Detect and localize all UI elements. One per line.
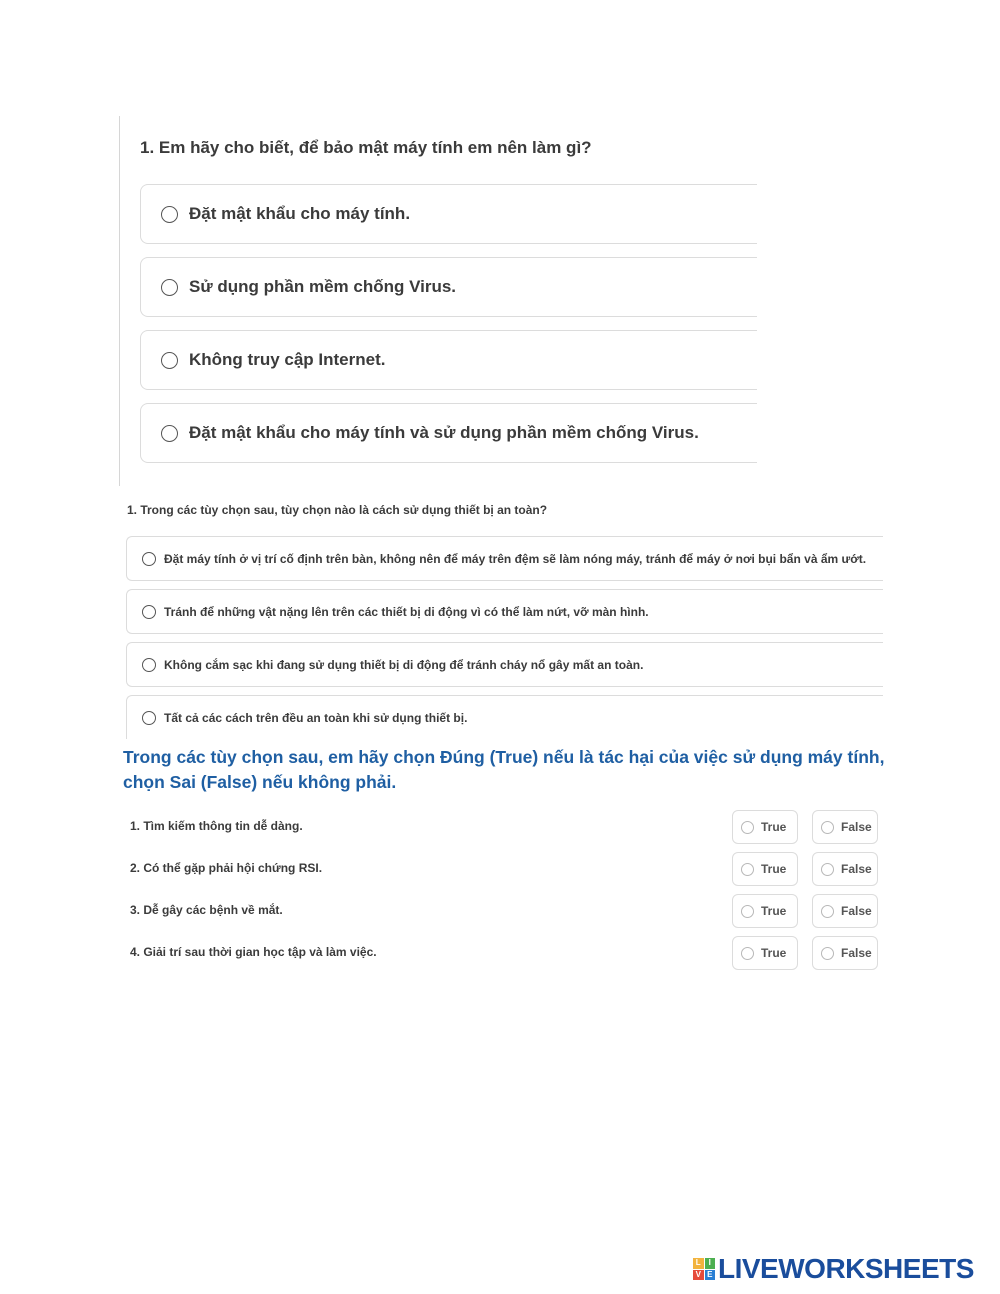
- false-button[interactable]: [812, 936, 878, 970]
- liveworksheets-logo: [693, 1254, 974, 1284]
- section1-option-1[interactable]: [140, 184, 780, 244]
- true-label: True: [761, 946, 787, 960]
- section1-option-4[interactable]: [140, 403, 780, 463]
- section2-question: 1. Trong các tùy chọn sau, tùy chọn nào là cách sử dụng thiết bị an toàn?: [127, 503, 548, 517]
- logo-mark-cell: I: [705, 1258, 716, 1269]
- section3-title: Trong các tùy chọn sau, em hãy chọn Đúng (True) nếu là tác hại của việc sử dụng máy tính, chọn Sai (False) nếu không phải.: [123, 747, 885, 792]
- radio-icon[interactable]: [161, 206, 178, 223]
- true-label: True: [761, 904, 787, 918]
- section1-divider: [119, 116, 120, 486]
- section2-option-1[interactable]: [126, 536, 896, 581]
- true-label: True: [761, 820, 787, 834]
- option-label: Sử dụng phần mềm chống Virus.: [189, 277, 457, 296]
- true-false-row: [130, 894, 890, 928]
- true-false-row: [130, 852, 890, 886]
- section2-option-3[interactable]: [126, 642, 896, 687]
- radio-icon[interactable]: [741, 905, 754, 918]
- radio-icon[interactable]: [142, 552, 156, 566]
- true-button[interactable]: [732, 852, 798, 886]
- radio-icon[interactable]: [741, 947, 754, 960]
- radio-icon[interactable]: [741, 863, 754, 876]
- option-label: Không cắm sạc khi đang sử dụng thiết bị di động để tránh cháy nổ gây mất an toàn.: [164, 657, 644, 672]
- option-label: Tất cả các cách trên đều an toàn khi sử dụng thiết bị.: [164, 710, 468, 725]
- radio-icon[interactable]: [821, 821, 834, 834]
- crop-mask: [883, 530, 1000, 745]
- true-label: True: [761, 862, 787, 876]
- radio-icon[interactable]: [142, 711, 156, 725]
- statement-text: 2. Có thể gặp phải hội chứng RSI.: [130, 861, 323, 875]
- radio-icon[interactable]: [821, 947, 834, 960]
- false-label: False: [841, 946, 872, 960]
- statement-text: 4. Giải trí sau thời gian học tập và làm việc.: [130, 945, 377, 959]
- false-button[interactable]: [812, 810, 878, 844]
- option-label: Đặt mật khẩu cho máy tính.: [189, 204, 411, 223]
- statement-text: 1. Tìm kiếm thông tin dễ dàng.: [130, 819, 303, 833]
- section1-option-2[interactable]: [140, 257, 780, 317]
- option-label: Đặt mật khẩu cho máy tính và sử dụng phần mềm chống Virus.: [189, 423, 699, 442]
- false-button[interactable]: [812, 852, 878, 886]
- true-false-row: [130, 810, 890, 844]
- section1-question: 1. Em hãy cho biết, để bảo mật máy tính em nên làm gì?: [140, 138, 592, 157]
- radio-icon[interactable]: [741, 821, 754, 834]
- statement-text: 3. Dễ gây các bệnh về mắt.: [130, 903, 283, 917]
- radio-icon[interactable]: [142, 605, 156, 619]
- section2-option-2[interactable]: [126, 589, 896, 634]
- false-button[interactable]: [812, 894, 878, 928]
- radio-icon[interactable]: [161, 425, 178, 442]
- section1-option-3[interactable]: [140, 330, 780, 390]
- radio-icon[interactable]: [821, 863, 834, 876]
- option-label: Đặt máy tính ở vị trí cố định trên bàn, không nên để máy trên đệm sẽ làm nóng máy, tránh để máy ở nơi bụi bẩn và ẩm ướt.: [164, 551, 867, 566]
- true-false-row: [130, 936, 890, 970]
- true-button[interactable]: [732, 894, 798, 928]
- logo-text: LIVEWORKSHEETS: [718, 1253, 974, 1284]
- false-label: False: [841, 904, 872, 918]
- true-button[interactable]: [732, 936, 798, 970]
- radio-icon[interactable]: [142, 658, 156, 672]
- logo-mark-cell: L: [693, 1258, 704, 1269]
- true-button[interactable]: [732, 810, 798, 844]
- option-label: Tránh để những vật nặng lên trên các thiết bị di động vì có thể làm nứt, vỡ màn hình.: [164, 604, 649, 619]
- radio-icon[interactable]: [161, 352, 178, 369]
- liveworksheets-logo-icon: [693, 1258, 715, 1280]
- false-label: False: [841, 862, 872, 876]
- option-label: Không truy cập Internet.: [189, 350, 386, 369]
- false-label: False: [841, 820, 872, 834]
- radio-icon[interactable]: [821, 905, 834, 918]
- logo-mark-cell: V: [693, 1270, 704, 1281]
- radio-icon[interactable]: [161, 279, 178, 296]
- crop-mask: [757, 180, 817, 480]
- section2-option-4[interactable]: [126, 695, 896, 739]
- logo-mark-cell: E: [705, 1270, 716, 1281]
